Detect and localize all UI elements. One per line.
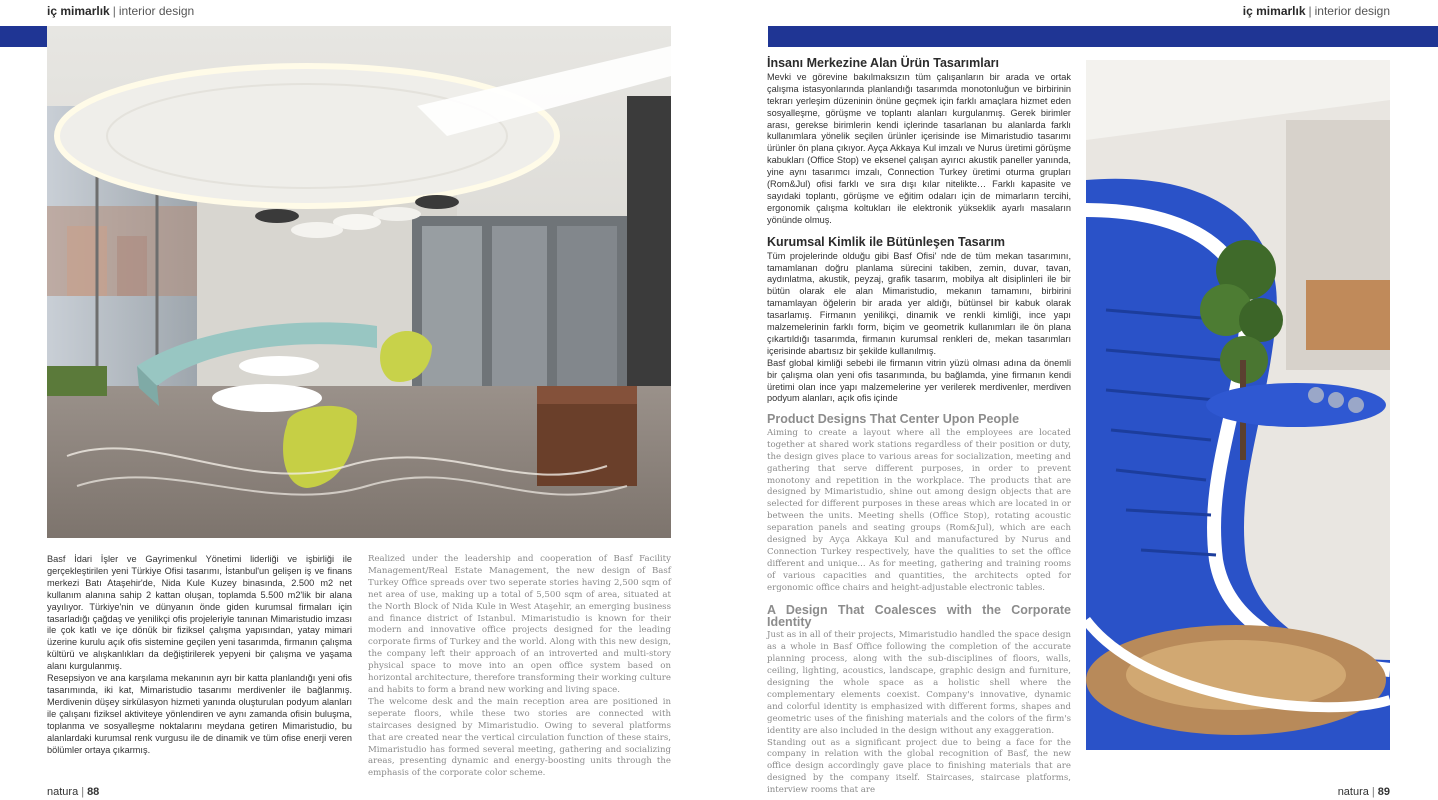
section-heading: Product Designs That Center Upon People (767, 412, 1020, 426)
paragraph: Resepsiyon ve ana karşılama mekanının ayrı bir katta planlandığı yeni ofis tasarımında, iki kat, Mimaristudio tasarımı merdivenler ile bağlanmış. Merdivenin düşey sirkülasyon hizmeti yanında oluşturulan podyum alanları ile çalışanı fiziksel aktiviteye yönlendiren ve aynı zamanda ofisin buluşma, toplanma ve sosyalleşme noktalarını meydana getiren Mimaristudio, bu alanlardaki kurumsal renk vurgusu ile de dinamik ve tüm ofise enerji veren bölümler ortaya çıkarmış. (47, 673, 352, 755)
section-heading: Kurumsal Kimlik ile Bütünleşen Tasarım (767, 234, 1006, 249)
blue-spiral-staircase-photo (1086, 60, 1390, 750)
paragraph: Basf İdari İşler ve Gayrimenkul Yönetimi liderliği ve işbirliği ile gerçekleştirilen yeni Türkiye Ofisi tasarımı, İstanbul'un gelişen iş ve finans merkezi Batı Ataşehir'de, Nida Kule Kuzey binasında, 2.500 m2 net kullanım alanına sahip 2 kattan oluşan, toplamda 5.500 m2'lik bir alana yayılıyor. Türkiye'nin ve dünyanın önde giden kurumsal firmaları için tasarladığı çağdaş ve yenilikçi ofis projeleriyle tanınan Mimaristudio imzası ile çok katlı ve içe dönük bir fiziksel çalışma yapısından, yatay mimari üzerine kurulu açık ofis sistemine geçilen yeni tasarımda, firmanın çalışma kültürü ve alışkanlıkları da değiştirilerek yepyeni bir çalışma ve yaşama alanı kurgulanmış. (47, 554, 352, 672)
folio-number: 88 (87, 786, 100, 798)
left-column-english (368, 554, 671, 780)
lounge-area-photo (47, 26, 671, 538)
section-heading: A Design That Coalesces with the Corporate Identity (767, 602, 1071, 629)
left-column-turkish (47, 554, 352, 756)
page-number-right (1338, 786, 1390, 798)
folio-name: natura (47, 786, 79, 798)
folio-separator: | (1371, 786, 1375, 798)
right-column-turkish (767, 58, 1071, 413)
paragraph: Just as in all of their projects, Mimaristudio handled the space design as a whole in Basf Office following the completion of the accurate planning process, along with the sub-disciplines of floors, walls, ceiling, lighting, acoustics, landscape, graphic design and furniture, designing the whole space as a holistic shell where the complementary elements coexist. Company's innovative, dynamic and colorful identity is emphasized with different forms, shapes and geometric uses of the finishing materials and the colors of the firm's identity are also included in the design without any exaggeration. (767, 630, 1071, 736)
header-separator: | (1308, 4, 1312, 18)
paragraph: The welcome desk and the main reception area are positioned in seperate floors, while these two stories are connected with staircases designed by Mimaristudio. Owing to several platforms that are created near the vertical circulation function of these stairs, Mimaristudio has formed several meeting, gathering and socializing areas, presenting dynamic and energy-boosting units through the emphasis of the corporate color scheme. (368, 696, 671, 779)
header-separator: | (112, 4, 116, 18)
right-column-english (767, 412, 1071, 796)
header-brand: iç mimarlık (1242, 4, 1306, 18)
paragraph: Standing out as a significant project due to being a face for the company in relation with the global recognition of Basf, the new office design accordingly gave place to finishing materials that are designed by the company itself. Staircases, staircase platforms, interview rooms that are (767, 737, 1071, 796)
running-header-left (47, 4, 194, 18)
header-section: interior design (118, 4, 195, 18)
page-gutter (668, 26, 768, 48)
folio-separator: | (81, 786, 85, 798)
section-heading: İnsanı Merkezine Alan Ürün Tasarımları (767, 56, 1000, 70)
page-number-left (47, 786, 99, 798)
folio-number: 89 (1377, 786, 1390, 798)
lounge-illustration (47, 26, 671, 538)
running-header-right (1243, 4, 1390, 18)
paragraph: Mevki ve görevine bakılmaksızın tüm çalışanların bir arada ve ortak çalışma istasyonlarında planlandığı tasarımda monotonluğun ve birbirinin tekrarı yerleşim düzeninin önüne geçmek için farklı amaçlara hizmet eden sosyalleşme, görüşme ve toplantı alanları kurgulanmış. Gerek birimler arası, gerekse birimlerin kendi içlerinde tasarlanan bu alanlarda farklı kullanımlara yönelik seçilen ürünler içerisinde ise Mimaristudio tasarımı ürünler ön plana çıkıyor. Ayça Akkaya Kul imzalı ve Nurus üretimi görüşme kabukları (Office Stop) ve eksenel çalışan ayırıcı akustik paneller yanında, yine aynı tasarımcı imzalı, Connection Turkey üretimi oturma grupları (Rom&Jul) ofisi farklı ve sıra dışı kılar nitelikte… Farklı kapasite ve sayıdaki toplantı, görüşme ve eğitim odaları için de mimarların tercihi, ergonomik çalışma koltukları ile elektronik yükseklik ayarlı masaların yönünde olmuş. (767, 71, 1071, 225)
header-brand: iç mimarlık (47, 4, 110, 18)
paragraph: Tüm projelerinde olduğu gibi Basf Ofisi' nde de tüm mekan tasarımını, tamamlanan doğru planlama sürecini takiben, zemin, duvar, tavan, aydınlatma, akustik, peyzaj, grafik tasarım, mobilya alt disiplinleri ile bir bütün olarak ele alan Mimaristudio, mekanın tamamını, birbirini tamamlayan öğelerin bir arada yer aldığı, bütünsel bir kabuk olarak tasarlamış. Firmanın yenilikçi, dinamik ve renkli kimliği, ince yapı malzemelerinin farklı form, biçim ve geometrik kullanımları ile ön plana çıkartıldığı tasarımda, firmanın kurumsal renkleri de, mekan tasarımları içerisinde abartısız bir şekilde kullanılmış. (767, 250, 1071, 356)
header-section: interior design (1314, 4, 1390, 18)
staircase-illustration (1086, 60, 1390, 750)
paragraph: Aiming to create a layout where all the employees are located together at shared work stations regardless of their position or duty, the design gives place to various areas for socialization, meeting and gathering that serve different purposes, in order to prevent monotony and repetition in the workplace. The products that are designed by Mimaristudio, shine out among design objects that are selected for different purposes in these areas which are located in or between the units. Meeting shells (Office Stop), rotating acoustic separation panels and seating groups (Rom&Jul), which are each designed by Ayça Akkaya Kul and manufactured by Nurus and Connection Turkey respectively, have the qualities to set the office different and unique... As for meeting, gathering and training rooms of various capacities and quantities, the architects opted for ergonomic office chairs and height-adjustable electronic tables. (767, 427, 1071, 593)
paragraph: Realized under the leadership and cooperation of Basf Facility Management/Real Estate Management, the new design of Basf Turkey Office spreads over two seperate stories having 2,500 sqm of net area of use, making up a total of 5,500 sqm of area, situated at the North Block of Nida Kule in West Ataşehir, an emerging business and finance district of Istanbul. Mimaristudio is known for their modern and innovative office projects designed for the leading corporate firms of Turkey and the world. Along with this new design, the company left their approach of an introverted and multi-story physical space to move into an open office system based on horizontal architecture, therefore transforming their working culture and habits to form a brand new working and living space. (368, 554, 671, 695)
paragraph: Basf global kimliği sebebi ile firmanın vitrin yüzü olması adına da önemli bir çalışma olan yeni ofis tasarımında, bu bağlamda, yine firmanın kendi üretimi olan ince yapı malzemelerine yer verilerek merdivenler, merdiven podyum alanları, açık ofis içinde (767, 357, 1071, 404)
folio-name: natura (1337, 786, 1369, 798)
